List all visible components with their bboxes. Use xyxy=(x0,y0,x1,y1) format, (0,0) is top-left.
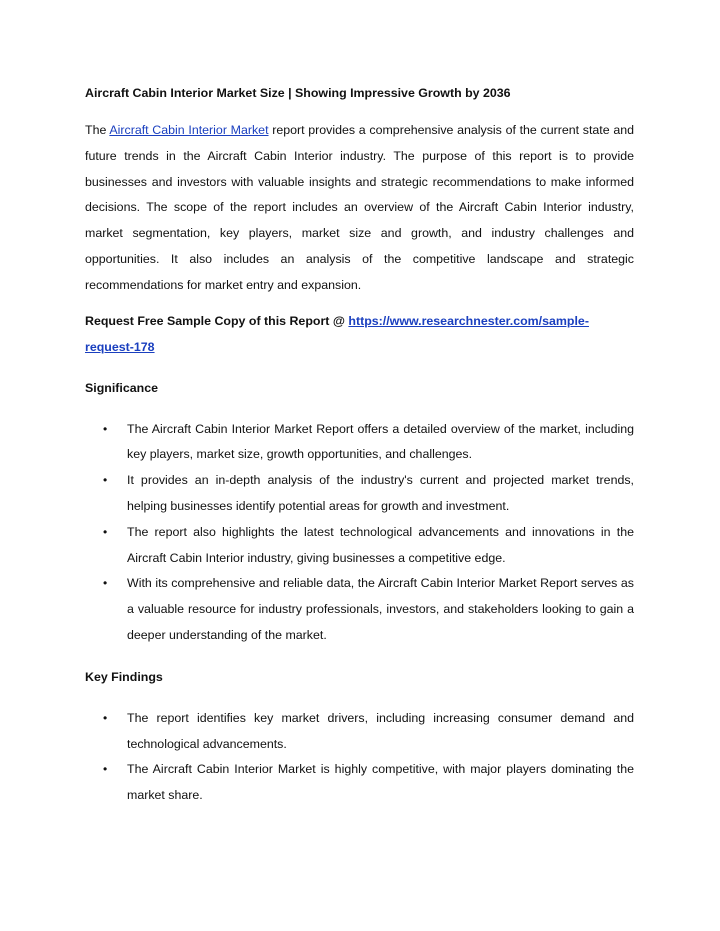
significance-heading: Significance xyxy=(85,380,158,395)
intro-paragraph xyxy=(85,118,634,299)
list-item xyxy=(85,468,634,520)
list-item-text: It provides an in-depth analysis of the industry's current and projected market trends, helping businesses identify potential areas for growth and investment. xyxy=(127,473,634,513)
document-body xyxy=(85,83,634,809)
list-item-text: The Aircraft Cabin Interior Market is highly competitive, with major players dominating the market share. xyxy=(127,762,634,803)
list-item-text: The Aircraft Cabin Interior Market Report offers a detailed overview of the market, including key players, market size, growth opportunities, and challenges. xyxy=(127,421,634,462)
list-item xyxy=(85,520,634,572)
key-findings-list xyxy=(85,706,634,809)
intro-prefix: The xyxy=(85,123,110,137)
market-report-link[interactable]: Aircraft Cabin Interior Market xyxy=(109,123,269,137)
bullet-icon: • xyxy=(103,710,108,725)
bullet-icon: • xyxy=(103,524,108,539)
list-item-text: The report identifies key market drivers, including increasing consumer demand and technological advancements. xyxy=(127,710,634,751)
bullet-icon: • xyxy=(103,473,108,488)
list-item xyxy=(85,417,634,469)
list-item xyxy=(85,706,634,758)
list-item xyxy=(85,757,634,809)
key-findings-heading: Key Findings xyxy=(85,669,163,684)
sample-request-label: Request Free Sample Copy of this Report @ xyxy=(85,313,349,328)
sample-request-link[interactable]: https://www.researchnester.com/sample-request-178 xyxy=(85,313,589,354)
significance-list xyxy=(85,417,634,649)
intro-suffix: report provides a comprehensive analysis of the current state and future trends in the Aircraft Cabin Interior industry. The purpose of this report is to provide businesses and investors with valuable insights and strategic recommendations to make informed decisions. The scope of the report includes an overview of the Aircraft Cabin Interior industry, market segmentation, key players, market size and growth, and industry challenges and opportunities. It also includes an analysis of the competitive landscape and strategic recommendations for market entry and expansion. xyxy=(85,123,635,292)
list-item xyxy=(85,571,634,648)
bullet-icon: • xyxy=(103,421,108,436)
list-item-text: With its comprehensive and reliable data, the Aircraft Cabin Interior Market Report serves as a valuable resource for industry professionals, investors, and stakeholders looking to gain a deeper understanding of the market. xyxy=(127,576,634,642)
document-title: Aircraft Cabin Interior Market Size | Showing Impressive Growth by 2036 xyxy=(85,86,511,100)
bullet-icon: • xyxy=(103,762,108,777)
sample-request-line xyxy=(85,308,634,360)
list-item-text: The report also highlights the latest technological advancements and innovations in the Aircraft Cabin Interior industry, giving businesses a competitive edge. xyxy=(127,524,634,565)
bullet-icon: • xyxy=(103,576,108,591)
